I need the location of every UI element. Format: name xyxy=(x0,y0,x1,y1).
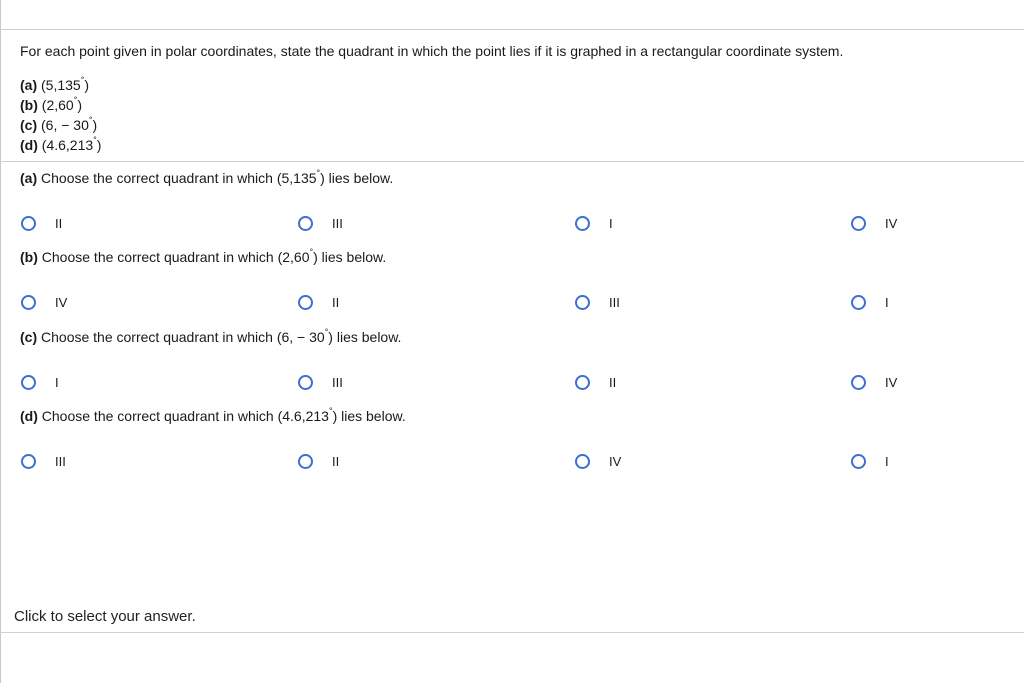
option-label: II xyxy=(332,453,340,469)
question-b-option-4[interactable] xyxy=(851,292,889,312)
question-a-option-2[interactable] xyxy=(298,213,343,233)
question-b-text: (b) Choose the correct quadrant in which (2,60°) lies below. xyxy=(20,247,387,265)
option-label: IV xyxy=(885,374,898,390)
point-b: (b) (2,60°) xyxy=(20,95,82,113)
option-label: III xyxy=(55,453,66,469)
question-a-choices xyxy=(0,213,1024,233)
question-c-option-1[interactable] xyxy=(21,372,59,392)
option-label: I xyxy=(55,374,59,390)
question-c-text: (c) Choose the correct quadrant in which (6, − 30°) lies below. xyxy=(20,327,402,345)
option-label: II xyxy=(55,215,63,231)
option-label: II xyxy=(332,294,340,310)
question-c-option-4[interactable] xyxy=(851,372,897,392)
radio-button[interactable] xyxy=(575,375,590,390)
question-c-option-3[interactable] xyxy=(575,372,616,392)
radio-button[interactable] xyxy=(21,454,36,469)
radio-button[interactable] xyxy=(21,375,36,390)
option-label: I xyxy=(609,215,613,231)
option-label: II xyxy=(609,374,617,390)
bottom-divider xyxy=(0,632,1024,633)
option-label: III xyxy=(332,374,343,390)
question-d-choices xyxy=(0,451,1024,471)
problem-prompt: For each point given in polar coordinates, state the quadrant in which the point lies if it is graphed in a rectangular coordinate system. xyxy=(20,43,844,59)
option-label: III xyxy=(609,294,620,310)
question-c-option-2[interactable] xyxy=(298,372,343,392)
radio-button[interactable] xyxy=(298,295,313,310)
top-divider xyxy=(0,29,1024,30)
radio-button[interactable] xyxy=(851,295,866,310)
section-divider xyxy=(0,161,1024,162)
question-a-option-3[interactable] xyxy=(575,213,613,233)
question-a-option-4[interactable] xyxy=(851,213,897,233)
question-d-option-2[interactable] xyxy=(298,451,339,471)
question-b-option-1[interactable] xyxy=(21,292,67,312)
option-label: IV xyxy=(609,453,622,469)
question-a-option-1[interactable] xyxy=(21,213,62,233)
radio-button[interactable] xyxy=(21,216,36,231)
left-border xyxy=(0,0,1,683)
radio-button[interactable] xyxy=(575,216,590,231)
question-b-choices xyxy=(0,292,1024,312)
option-label: III xyxy=(332,215,343,231)
question-d-option-1[interactable] xyxy=(21,451,66,471)
option-label: I xyxy=(885,453,889,469)
radio-button[interactable] xyxy=(298,454,313,469)
radio-button[interactable] xyxy=(298,216,313,231)
radio-button[interactable] xyxy=(575,295,590,310)
question-b-option-2[interactable] xyxy=(298,292,339,312)
radio-button[interactable] xyxy=(851,454,866,469)
question-d-option-4[interactable] xyxy=(851,451,889,471)
radio-button[interactable] xyxy=(298,375,313,390)
point-a: (a) (5,135°) xyxy=(20,75,89,93)
question-a-text: (a) Choose the correct quadrant in which (5,135°) lies below. xyxy=(20,168,394,186)
polar-points-list xyxy=(20,75,101,155)
radio-button[interactable] xyxy=(575,454,590,469)
option-label: IV xyxy=(55,294,68,310)
question-b-option-3[interactable] xyxy=(575,292,620,312)
radio-button[interactable] xyxy=(21,295,36,310)
point-c: (c) (6, − 30°) xyxy=(20,115,98,133)
point-d: (d) (4.6,213°) xyxy=(20,135,102,153)
radio-button[interactable] xyxy=(851,375,866,390)
question-c-choices xyxy=(0,372,1024,392)
footer-instruction: Click to select your answer. xyxy=(14,608,196,625)
option-label: IV xyxy=(885,215,898,231)
radio-button[interactable] xyxy=(851,216,866,231)
option-label: I xyxy=(885,294,889,310)
question-d-option-3[interactable] xyxy=(575,451,621,471)
question-d-text: (d) Choose the correct quadrant in which (4.6,213°) lies below. xyxy=(20,406,406,424)
